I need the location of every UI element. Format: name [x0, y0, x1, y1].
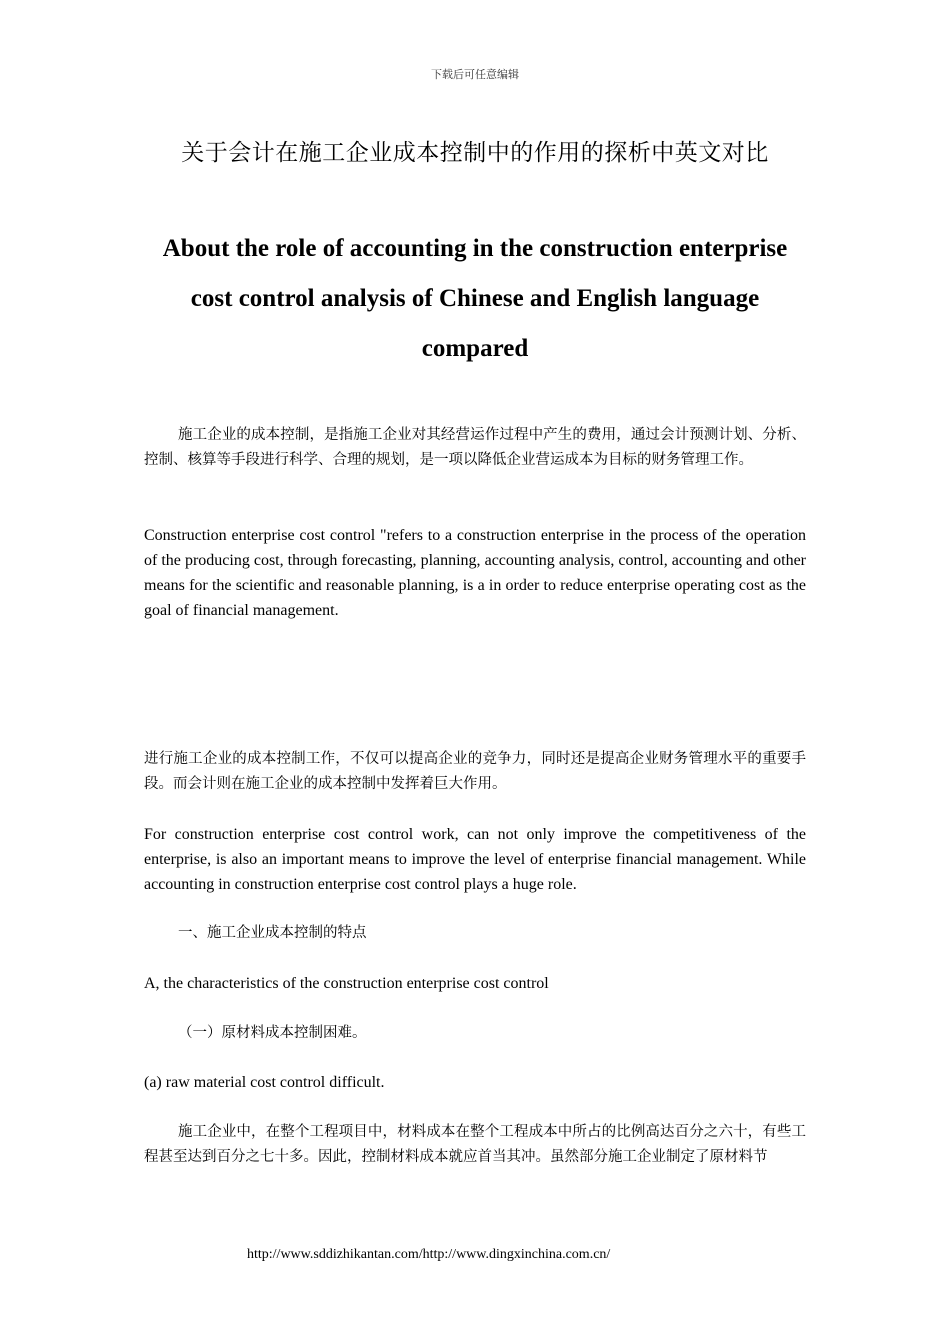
paragraph-2-chinese [144, 747, 806, 797]
title-english-line-2: cost control analysis of Chinese and English language [190, 285, 760, 312]
paragraph-text: 施工企业中，在整个工程项目中，材料成本在整个工程成本中所占的比例高达百分之六十，有些工程甚至达到百分之七十多。因此，控制材料成本就应首当其冲。虽然部分施工企业制定了原材料节 [144, 1124, 806, 1165]
title-chinese: 关于会计在施工企业成本控制中的作用的探析中英文对比 [181, 140, 769, 166]
paragraph-1-english [144, 523, 806, 623]
title-english [130, 224, 820, 374]
header-note: 下载后可任意编辑 [431, 68, 519, 81]
paragraph-1-chinese [144, 423, 806, 473]
paragraph-3-chinese [144, 1120, 806, 1170]
paragraph-text: Construction enterprise cost control "refers to a construction enterprise in the process of the operation of the producing cost, through forecasting, planning, accounting analysis, control, accounting and other means for the scientific and reasonable planning, is a in order to reduce enterprise operating cost as the goal of financial management. [144, 527, 806, 619]
heading-2-chinese [144, 1021, 806, 1046]
paragraph-text: For construction enterprise cost control work, can not only improve the competitiveness of the enterprise, is also an important means to improve the level of enterprise financial management. While accounting in construction enterprise cost control plays a huge role. [144, 826, 806, 893]
subsection-heading: (a) raw material cost control difficult. [144, 1074, 385, 1091]
title-english-line-3: compared [421, 335, 529, 362]
paragraph-text: 进行施工企业的成本控制工作，不仅可以提高企业的竞争力，同时还是提高企业财务管理水平的重要手段。而会计则在施工企业的成本控制中发挥着巨大作用。 [144, 751, 806, 792]
heading-1-chinese [144, 921, 806, 946]
paragraph-text: 施工企业的成本控制，是指施工企业对其经营运作过程中产生的费用，通过会计预测计划、分析、控制、核算等手段进行科学、合理的规划，是一项以降低企业营运成本为目标的财务管理工作。 [144, 427, 806, 468]
subsection-heading: （一）原材料成本控制困难。 [178, 1025, 367, 1041]
footer-url: http://www.sddizhikantan.com/http://www.dingxinchina.com.cn/ [247, 1247, 611, 1262]
section-heading: A, the characteristics of the construction enterprise cost control [144, 975, 549, 992]
section-heading: 一、施工企业成本控制的特点 [178, 925, 367, 941]
heading-1-english [144, 971, 806, 996]
heading-2-english [144, 1070, 806, 1095]
paragraph-2-english [144, 822, 806, 897]
title-english-line-1: About the role of accounting in the construction enterprise [162, 235, 788, 262]
